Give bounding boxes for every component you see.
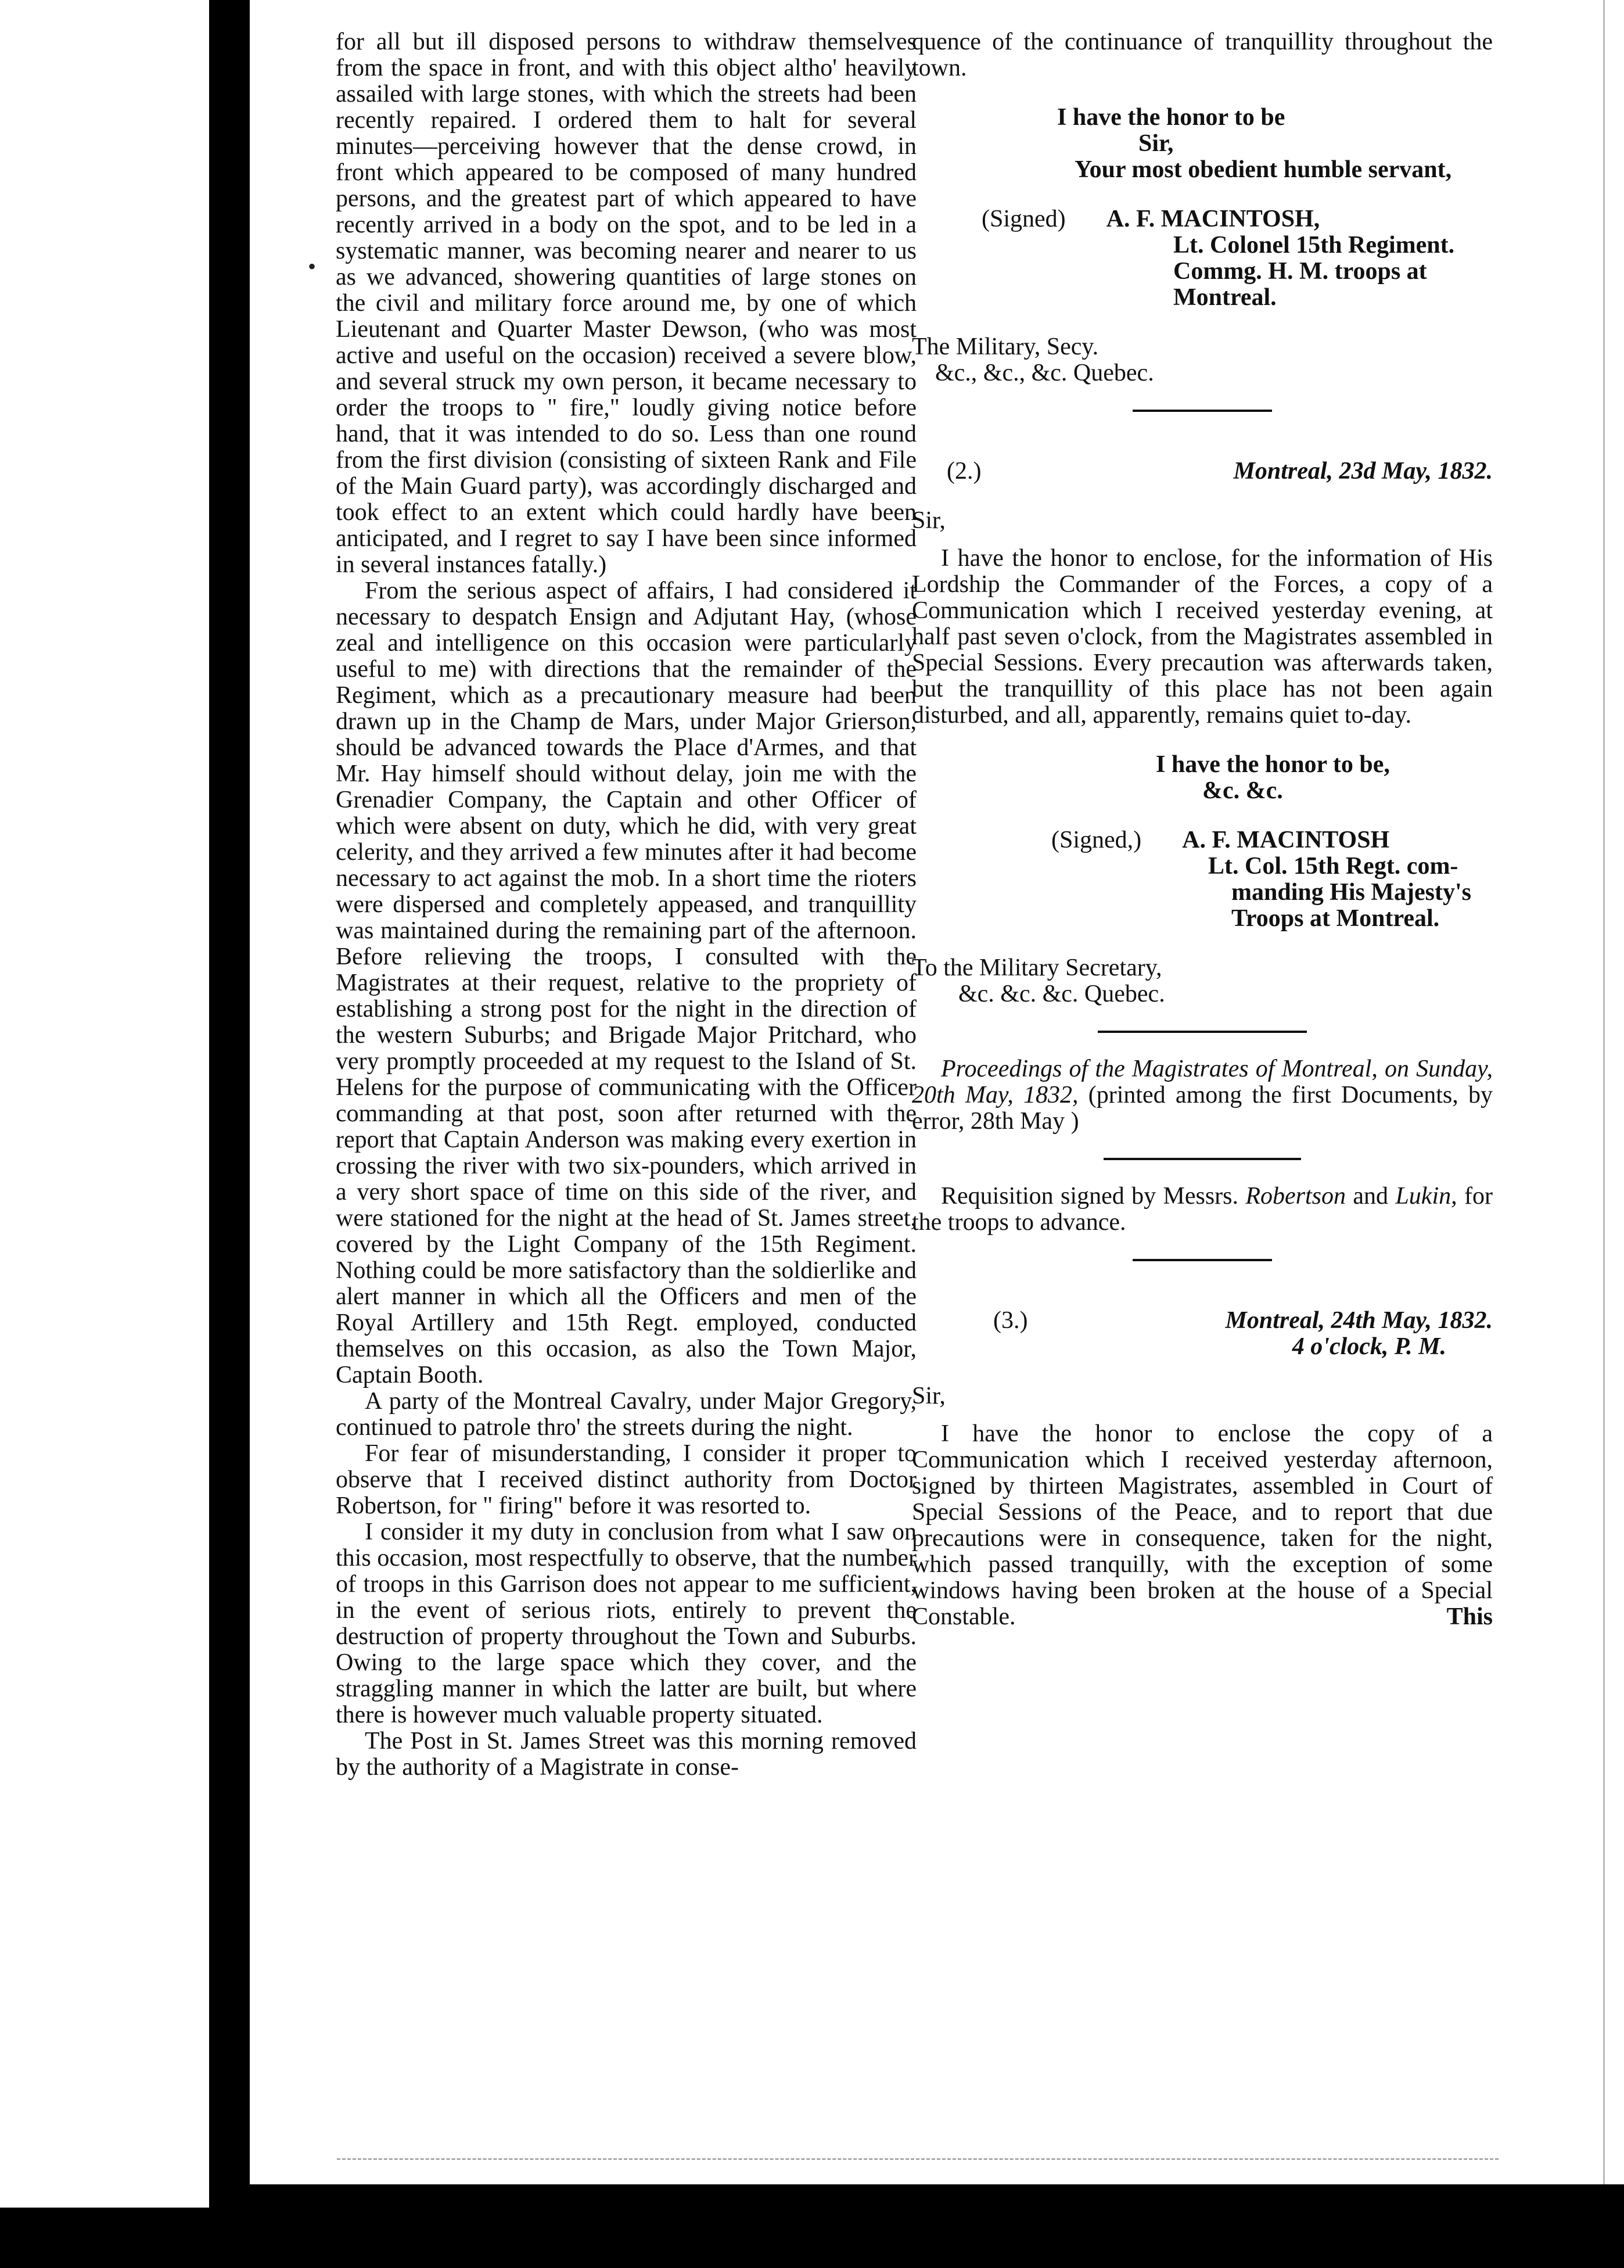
- left-column: [336, 29, 917, 1781]
- letter-time: 4 o'clock, P. M.: [1292, 1333, 1446, 1360]
- address-line: &c., &c., &c. Quebec.: [935, 360, 1154, 386]
- document-page: [250, 0, 1624, 2184]
- letter-number: (2.): [947, 458, 982, 485]
- address-line: To the Military Secretary,: [912, 954, 1162, 981]
- signatory-rank: [912, 853, 1493, 932]
- letter-header: [912, 1308, 1493, 1334]
- requisition-name: Robertson: [1245, 1183, 1346, 1210]
- requisition-name: Lukin,: [1395, 1183, 1457, 1210]
- scan-artifact-line: [337, 2158, 1499, 2160]
- signed-label: (Signed): [982, 206, 1066, 232]
- letter-body: I have the honor to enclose the copy of a Communication which I received yesterday afternoon, signed by thirteen Magistrates, assembled in Court of Special Sessions of the Peace, and to report that due precautions were in consequence, taken for the night, which passed tranquilly, with the exception of some windows having been broken at the house of a Special Constable.: [912, 1420, 1493, 1630]
- rank-line: Lt. Col. 15th Regt. com-: [1208, 853, 1458, 880]
- catchword: This: [1446, 1603, 1493, 1630]
- salutation: Sir,: [912, 507, 946, 534]
- signature-row: [912, 827, 1493, 853]
- continued-text: quence of the continuance of tranquillity throughout the town.: [912, 28, 1493, 81]
- salutation: Sir,: [912, 1383, 946, 1409]
- right-column: [912, 29, 1493, 1630]
- signature-row: [912, 206, 1493, 232]
- address-line: The Military, Secy.: [912, 333, 1099, 360]
- paragraph: for all but ill disposed persons to withdraw themselves from the space in front, and with this object altho' heavily assailed with large stones, with which the streets had been recently repaired. I ordered them to halt for several minutes—perceiving however that the dense crowd, in front which appeared to be composed of many hundred persons, and the greatest part of which appeared to have recently arrived in a body on the spot, and to be led in a systematic manner, was becoming nearer and nearer to us as we advanced, showering quantities of large stones on the civil and military force around me, by one of which Lieutenant and Quarter Master Dewson, (who was most active and useful on the occasion) received a severe blow, and several struck my own person, it became necessary to order the troops to " fire," loudly giving notice before hand, that it was intended to do so. Less than one round from the first division (consisting of sixteen Rank and File of the Main Guard party), was accordingly discharged and took effect to an extent which could hardly have been anticipated, and I regret to say I have been since informed in several instances fatally.): [336, 28, 917, 578]
- paragraph: From the serious aspect of affairs, I had considered it necessary to despatch Ensign and Adjutant Hay, (whose zeal and intelligence on this occasion were particularly useful to me) with directions that the remainder of the Regiment, which as a precautionary measure had been drawn up in the Champ de Mars, under Major Grierson, should be advanced towards the Place d'Armes, and that Mr. Hay himself should without delay, join me with the Grenadier Company, the Captain and other Officer of which were absent on duty, which he did, with very great celerity, and they arrived a few minutes after it had become necessary to act against the mob. In a short time the rioters were dispersed and completely appeased, and tranquillity was maintained during the remaining part of the afternoon. Before relieving the troops, I consulted with the Magistrates at their request, relative to the propriety of establishing a strong post for the night in the direction of the western Suburbs; and Brigade Major Pritchard, who very promptly proceeded at my request to the Island of St. Helens for the purpose of communicating with the Officer commanding at that post, soon after returned with the report that Captain Anderson was making every exertion in crossing the river with two six-pounders, which arrived in a very short space of time on this side of the river, and were stationed for the night at the head of St. James street, covered by the Light Company of the 15th Regiment. Nothing could be more satisfactory than the soldierlike and alert manner in which all the Officers and men of the Royal Artillery and 15th Regt. employed, conducted themselves on this occasion, as also the Town Major, Captain Booth.: [336, 577, 917, 1388]
- proceedings-remark: (printed among the first Documents, by error, 28th May ): [912, 1082, 1493, 1135]
- signatory-rank: [912, 232, 1493, 311]
- rank-line: Lt. Colonel 15th Regiment.: [1173, 232, 1455, 259]
- page-edge: [1603, 0, 1624, 2184]
- letter-number: (3.): [993, 1307, 1028, 1334]
- paragraph: I consider it my duty in conclusion from what I saw on this occasion, most respectfully to observe, that the number of troops in this Garrison does not appear to me sufficient, in the event of serious riots, entirely to prevent the destruction of property throughout the Town and Suburbs. Owing to the large space which they cover, and the straggling manner in which the latter are built, but where there is however much valuable property situated.: [336, 1519, 917, 1728]
- requisition-text: for the troops to advance.: [912, 1183, 1493, 1236]
- letter-header: [912, 458, 1493, 485]
- rank-line: Montreal.: [1173, 284, 1277, 311]
- letter-date: Montreal, 24th May, 1832.: [1225, 1307, 1493, 1334]
- paragraph: The Post in St. James Street was this morning removed by the authority of a Magistrate in conse-: [336, 1728, 917, 1781]
- closing-line: I have the honor to be,: [1156, 751, 1390, 778]
- margin-mark: •: [308, 253, 317, 279]
- closing-line: &c. &c.: [1202, 777, 1283, 804]
- signatory-name: A. F. MACINTOSH: [1182, 827, 1390, 853]
- closing-line: Your most obedient humble servant,: [1075, 156, 1452, 183]
- requisition-text: Requisition signed by Messrs.: [941, 1183, 1246, 1210]
- paragraph: For fear of misunderstanding, I consider it proper to observe that I received distinct authority from Doctor Robertson, for " firing" before it was resorted to.: [336, 1440, 917, 1519]
- requisition-note: [912, 1183, 1493, 1236]
- closing-line: I have the honor to be: [1057, 104, 1285, 131]
- closing-line: Sir,: [1138, 130, 1174, 157]
- rank-line: Commg. H. M. troops at: [1173, 258, 1427, 285]
- letter-date: Montreal, 23d May, 1832.: [1233, 458, 1493, 485]
- rank-line: Troops at Montreal.: [1231, 905, 1440, 932]
- proceedings-note: [912, 1056, 1493, 1135]
- letter-body: I have the honor to enclose, for the information of His Lordship the Commander of the Forces, a copy of a Communication which I received yesterday evening, at half past seven o'clock, from the Magistrates assembled in Special Sessions. Every precaution was afterwards taken, but the tranquillity of this place has not been again disturbed, and all, apparently, remains quiet to-day.: [912, 545, 1493, 729]
- facing-page-edge: [0, 0, 209, 2208]
- requisition-text: and: [1346, 1183, 1396, 1210]
- proceedings-title: Proceedings of the Magistrates of Montreal, on Sunday, 20th May, 1832,: [912, 1056, 1493, 1108]
- signatory-name: A. F. MACINTOSH,: [1106, 206, 1320, 232]
- rank-line: manding His Majesty's: [1231, 879, 1472, 906]
- address-line: &c. &c. &c. Quebec.: [958, 981, 1165, 1007]
- signed-label: (Signed,): [1051, 827, 1142, 853]
- paragraph: A party of the Montreal Cavalry, under Major Gregory, continued to patrole thro' the streets during the night.: [336, 1388, 917, 1441]
